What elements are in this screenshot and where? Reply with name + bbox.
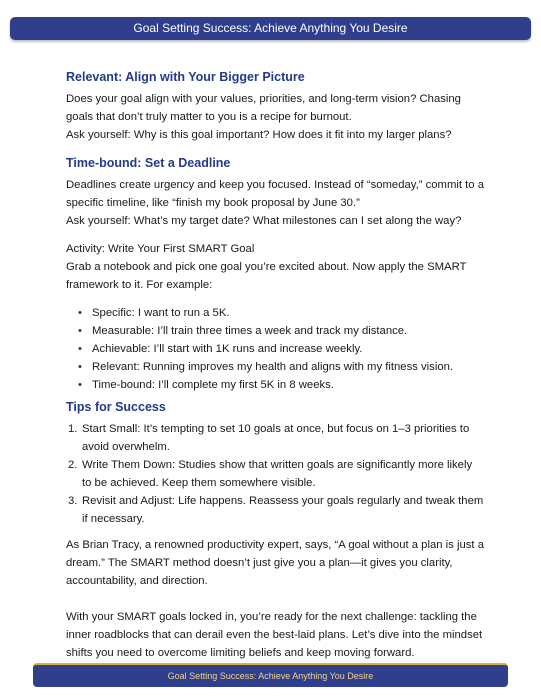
header-banner (10, 17, 531, 40)
timebound-ask: Ask yourself: What’s my target date? What milestones can I set along the way? (66, 215, 462, 227)
page-content (66, 68, 484, 662)
list-text: Start Small: It’s tempting to set 10 goals at once, but focus on 1–3 priorities to avoid overwhelm. (82, 423, 470, 453)
header-title: Goal Setting Success: Achieve Anything You Desire (133, 21, 408, 35)
timebound-paragraph: Deadlines create urgency and keep you focused. Instead of “someday,” commit to a specific timeline, like “finish my book proposal by June 30.” (66, 179, 485, 209)
list-item: • Achievable: I’ll start with 1K runs and increase weekly. (66, 340, 484, 358)
closing-paragraph: With your SMART goals locked in, you’re ready for the next challenge: tackling the inner roadblocks that can derail even the best-laid plans. Let’s dive into the mindset shifts you need to overcome limiting beliefs and keep moving forward. (66, 611, 483, 659)
list-item (66, 456, 484, 492)
activity-title: Activity: Write Your First SMART Goal (66, 243, 255, 255)
quote-paragraph: As Brian Tracy, a renowned productivity expert, says, “A goal without a plan is just a dream.” The SMART method doesn’t just give you a plan—it gives you clarity, accountability, and direction. (66, 539, 484, 587)
timebound-heading: Time-bound: Set a Deadline (66, 156, 231, 170)
list-item: • Measurable: I’ll train three times a week and track my distance. (66, 322, 484, 340)
relevant-paragraph: Does your goal align with your values, priorities, and long-term vision? Chasing goals that don’t truly matter to you is a recipe for burnout. (66, 93, 461, 123)
activity-paragraph: Grab a notebook and pick one goal you’re excited about. Now apply the SMART framework to it. For example: (66, 261, 467, 291)
smart-example-list (66, 304, 484, 394)
list-item (66, 420, 484, 456)
footer-banner (33, 663, 508, 687)
tips-heading: Tips for Success (66, 400, 166, 414)
list-number: 3. (68, 495, 78, 507)
relevant-heading: Relevant: Align with Your Bigger Picture (66, 70, 305, 84)
list-text: Write Them Down: Studies show that written goals are significantly more likely to be achieved. Keep them somewhere visible. (82, 459, 473, 489)
list-text: Revisit and Adjust: Life happens. Reassess your goals regularly and tweak them if necessary. (82, 495, 484, 525)
list-item: • Specific: I want to run a 5K. (66, 304, 484, 322)
footer-title: Goal Setting Success: Achieve Anything You Desire (167, 671, 374, 681)
list-item (66, 492, 484, 528)
list-number: 1. (68, 423, 78, 435)
list-number: 2. (68, 459, 78, 471)
list-item: • Time-bound: I’ll complete my first 5K in 8 weeks. (66, 376, 484, 394)
list-item: • Relevant: Running improves my health and aligns with my fitness vision. (66, 358, 484, 376)
relevant-ask: Ask yourself: Why is this goal important? How does it fit into my larger plans? (66, 129, 452, 141)
tips-list (66, 420, 484, 528)
